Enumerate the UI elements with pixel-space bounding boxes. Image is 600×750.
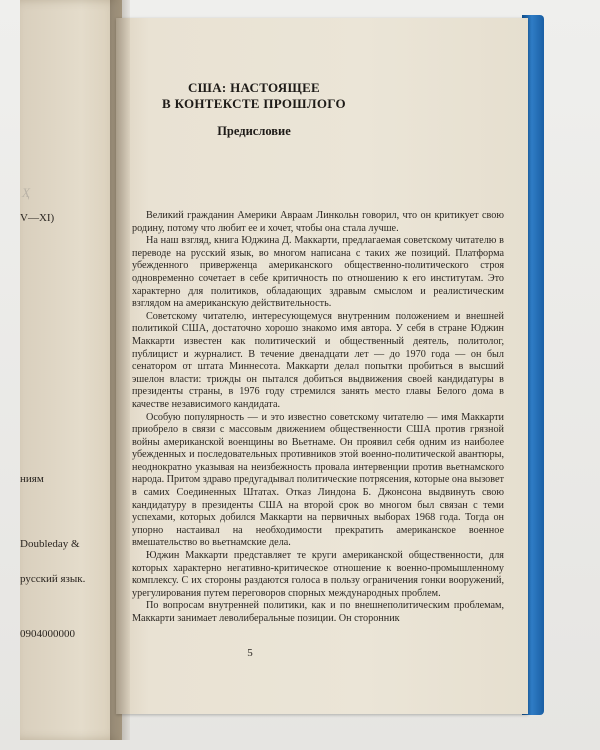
left-page-line: 0904000000 xyxy=(20,628,75,640)
left-page-line: ниям xyxy=(20,473,44,485)
left-page-line: русский язык. xyxy=(20,573,86,585)
paragraph: По вопросам внутренней политики, как и по внешнеполитическим проблемам, Маккарти занимает леволиберальные позиции. Он сторонник xyxy=(132,600,504,624)
left-page-faint-text: Ҳ xyxy=(22,185,30,200)
paragraph: На наш взгляд, книга Юджина Д. Маккарти, предлагаемая советскому читателю в переводе на русский язык, во многом написана с таких же позиций. Платформа убежденного приверженца американского общественно-политического строя одновременно сочетает в себе критичность по отношению к его институтам. Это характерно для политиков, обладающих здравым смыслом и реалистическим взглядом на американскую действительность. xyxy=(132,235,504,310)
page-number: 5 xyxy=(247,647,253,659)
book-gutter xyxy=(110,0,130,740)
chapter-title-line-1: США: НАСТОЯЩЕЕ xyxy=(187,80,321,95)
paragraph: Советскому читателю, интересующемуся внутренним положением и внешней политикой США, достаточно хорошо знакомо имя автора. У себя в стране Юджин Маккарти известен как политический и общественный деятель, политолог, публицист и журналист. В течение двенадцати лет — до 1970 года — он был сенатором от штата Миннесота. Маккарти делал попытки пробиться в высший эшелон власти: трижды он пытался добиться выдвижения своей кандидатуры в президенты страны, в 1976 году стремился занять место главы Белого дома в качестве независимого кандидата. xyxy=(132,310,504,410)
left-page-line: V—XI) xyxy=(20,212,55,224)
chapter-title-line-2: В КОНТЕКСТЕ ПРОШЛОГО xyxy=(162,96,346,111)
section-subtitle: Предисловие xyxy=(217,124,291,138)
paragraph: Юджин Маккарти представляет те круги американской общественности, для которых характерно негативно-критическое отношение к военно-промышленному комплексу. С их стороны раздаются голоса в пользу ограничения гонки вооружений, урегулирования путем переговоров спорных международных проблем. xyxy=(132,550,504,599)
paragraph: Особую популярность — и это известно советскому читателю — имя Маккарти приобрело в связи с массовым движением общественности США против грязной войны американской военщины во Вьетнаме. Он проявил себя одним из наиболее убежденных и последовательных противников этой военно-политической авантюры, неоднократно указывая на неизбежность провала интервенции против вьетнамского народа. Притом здраво предугадывал политические потрясения, которые она вызовет в самих Соединенных Штатах. Отказ Линдона Б. Джонсона выдвинуть свою кандидатуру в президенты США на второй срок во многом был связан с теми успехами, которых добился Маккарти на первичных выборах 1968 года. Тогда он упорно настаивал на необходимости прекратить американское военное вмешательство во вьетнамские дела. xyxy=(132,411,504,549)
left-page-line: Doubleday & xyxy=(20,538,80,550)
paragraph: Великий гражданин Америки Авраам Линкольн говорил, что он критикует свою родину, потому что любит ее и хочет, чтобы она стала лучше. xyxy=(132,210,504,234)
body-text xyxy=(132,210,504,626)
